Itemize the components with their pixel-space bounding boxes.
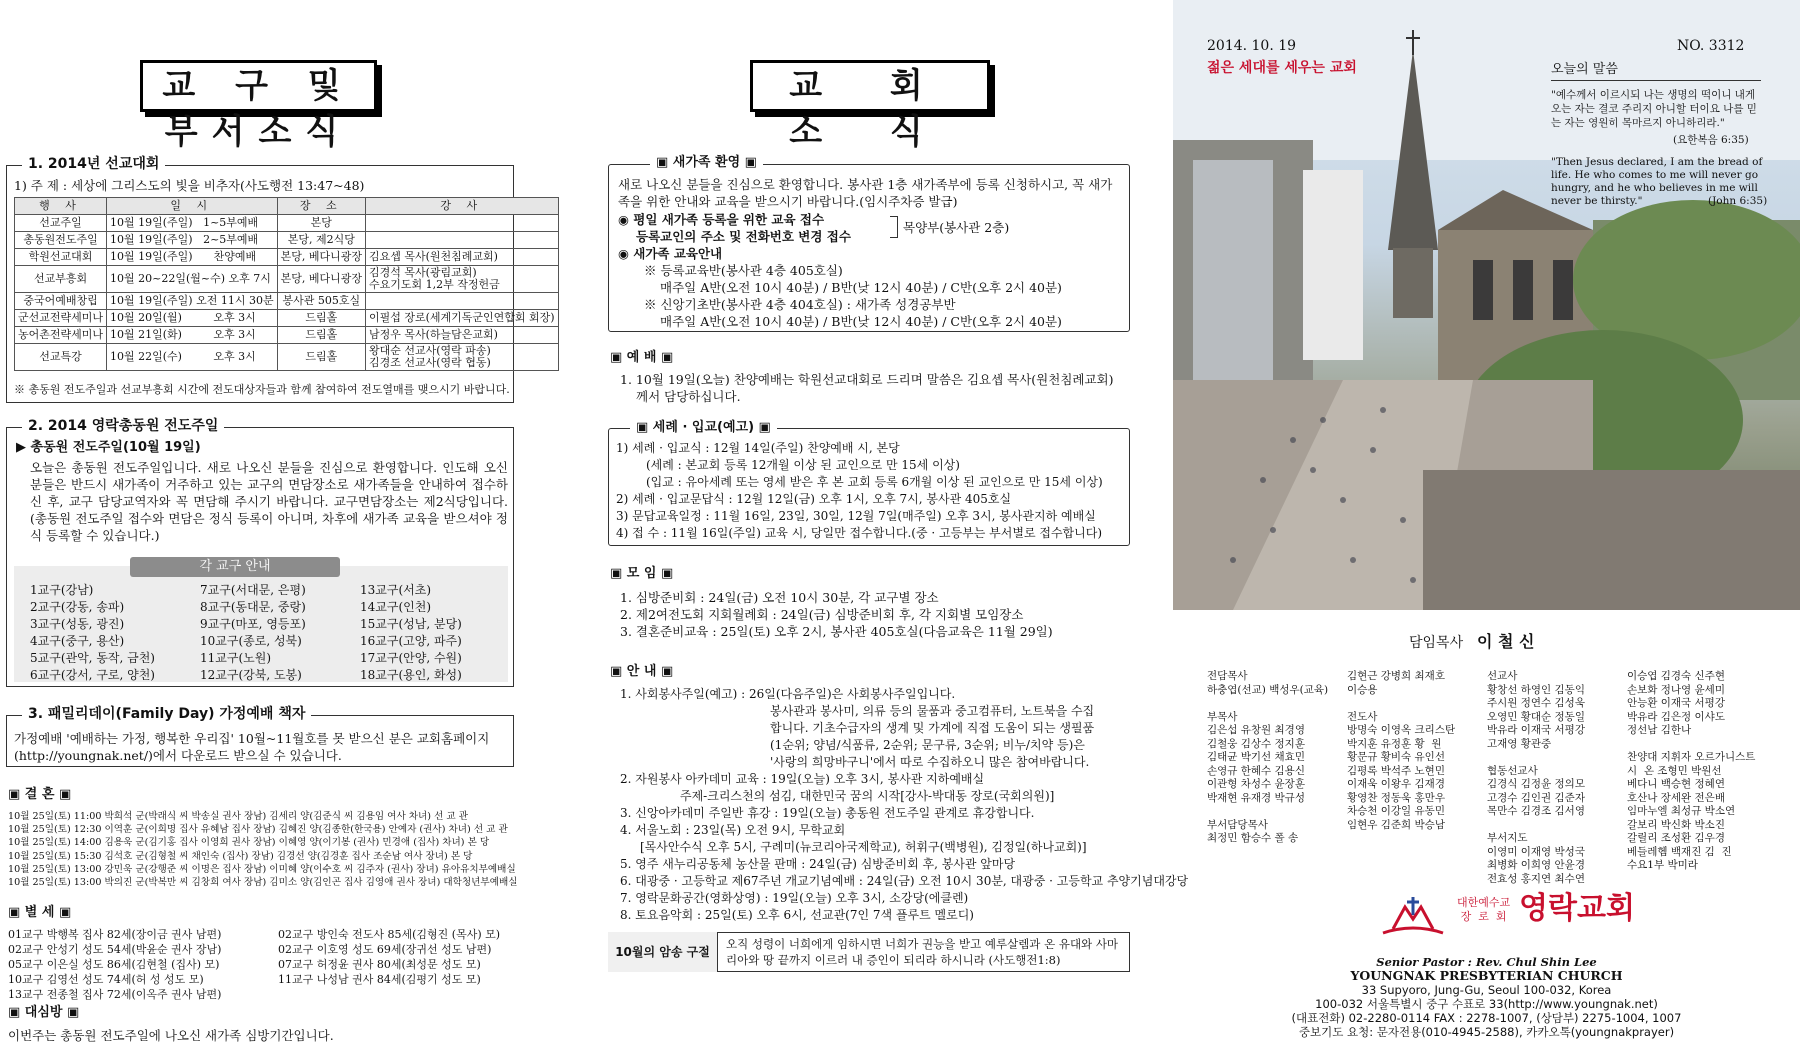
wedding-item: 10월 25일(토) 15:30 김석호 군(김형철 씨 채인숙 (집사) 장남) 김경선 양(김경훈 집사 조순남 여사 장녀) 본 당: [8, 850, 473, 862]
event-place: 본당, 베다니광장: [277, 249, 365, 266]
event-speaker: [365, 215, 558, 232]
event-row: [15, 344, 559, 371]
church-logo-icon: [1379, 893, 1447, 937]
district-item: 10교구(종로, 성북): [200, 634, 302, 648]
event-speaker: 김요셉 목사(원천침례교회): [365, 249, 558, 266]
wedding-list: [8, 810, 518, 889]
district-item: 6교구(강서, 구로, 양천): [30, 668, 155, 682]
col-place: 장 소: [277, 198, 365, 215]
info-line: 합니다. 기초수급자의 생계 및 가계에 직접 도움이 되는 생필품: [770, 721, 1095, 735]
district-item: 3교구(성동, 광진): [30, 617, 125, 631]
event-speaker: 왕대순 선교사(영락 파송) 김경조 선교사(영락 협동): [365, 344, 558, 371]
info-line: (세례 : 본교회 등록 12개월 이상 된 교인으로 만 15세 이상): [646, 458, 960, 472]
event-place: 본당, 베다니광장: [277, 266, 365, 293]
family-day-head: 3. 패밀리데이(Family Day) 가정예배 책자: [22, 706, 311, 724]
district-item: 15교구(성남, 분당): [360, 617, 462, 631]
evangelism-body: 오늘은 총동원 전도주일입니다. 새로 나오신 분들을 진심으로 환영합니다. 인도해 오신 분들은 반드시 새가족이 거주하고 있는 교구의 면담장소로 새가족들을 안내하여 접수하신 후, 교구 담당교역자와 꼭 면담해 주시기 바랍니다. 교구면담장소는 제2식당입니다. (총동원 전도주일 접수와 면담은 정식 등록이 아니며, 차후에 새가족 교육을 받으셔야 정식 등록할 수 있습니다.): [30, 460, 508, 543]
event-place: 드림홀: [277, 310, 365, 327]
district-item: 13교구(서초): [360, 583, 432, 597]
event-row: [15, 215, 559, 232]
worship-head: ▣ 예 배 ▣: [610, 350, 674, 365]
issue-number: NO. 3312: [1677, 38, 1745, 54]
info-line: (1순위; 양념/식품류, 2순위; 문구류, 3순위; 비누/치약 등)은: [770, 738, 1085, 752]
event-place: 봉사관 505호실: [277, 293, 365, 310]
event-speaker: [365, 293, 558, 310]
event-datetime: 10월 19일(주일) 찬양예배: [107, 249, 278, 266]
death-item: 02교구 이호영 성도 69세(장귀선 성도 남편): [278, 943, 492, 956]
info-line: 2. 제2여전도회 지회월례회 : 24일(금) 심방준비회 후, 각 지회별 모임장소: [620, 607, 1024, 622]
info-line: 3) 문답교육일정 : 11월 16일, 23일, 30일, 12월 7일(매주일) 오후 3시, 봉사관지하 예배실: [616, 509, 1096, 523]
district-item: 12교구(강북, 도봉): [200, 668, 302, 682]
bracket: [890, 216, 898, 238]
today-word-ko-ref: (요한복음 6:35): [1673, 134, 1749, 146]
wedding-head: ▣ 결 혼 ▣: [8, 787, 72, 802]
death-item: 07교구 허정윤 권사 80세(최성문 성도 모): [278, 958, 481, 971]
prayer-request: 중보기도 요청: 문자전용(010-4945-2588), 카카오톡(youngnakprayer): [1298, 1025, 1675, 1039]
staff-column: 이승엽 김경숙 신주현 손보화 정나영 윤세미 안능환 이재국 서평강 박유라 김은정 이샤도 정선남 김한나 찬양대 지휘자 오르가니스트 시 온 조형민 박원선 베다니 백승현 정혜연 호산나 장세완 전은배 임마누엘 최성규 박소연 갈보리 박신화 박소진 갈릴리 조성환 김우경 베들레헴 백재진 김 진 수요1부 박미라: [1627, 670, 1756, 871]
info-line: 2) 세례 · 입교문답식 : 12월 12일(금) 오후 1시, 오후 7시, 봉사관 405호실: [616, 492, 1012, 506]
evangelism-sub: ▶ 총동원 전도주일(10월 19일): [16, 440, 201, 455]
mission-event-table: [14, 197, 559, 371]
worship-l1: 1. 10월 19일(오늘) 찬양예배는 학원선교대회로 드리며 말씀은 김요셉 목사(원천침례교회): [620, 372, 1114, 387]
event-row: [15, 293, 559, 310]
visitation-head: ▣ 대심방 ▣: [8, 1005, 80, 1020]
today-word-head: 오늘의 말씀: [1551, 62, 1618, 77]
info-line: 주제-크리스천의 섬김, 대한민국 꿈의 시작[강사-박대동 장로(국회의원)]: [680, 789, 1055, 803]
death-item: 11교구 나성남 권사 84세(김평기 성도 모): [278, 973, 481, 986]
today-word-ko: "예수께서 이르시되 나는 생명의 떡이니 내게 오는 자는 결코 주리지 아니할 터이요 나를 믿는 자는 영원히 목마르지 아니하리라.": [1551, 89, 1757, 129]
newcomer-intro: 새로 나오신 분들을 진심으로 환영합니다. 봉사관 1층 새가족부에 등록 신청하시고, 꼭 새가족을 위한 안내와 교육을 받으시기 바랍니다.(임시주차증 발급): [618, 177, 1113, 209]
info-line: 1) 세례 · 입교식 : 12월 14일(주일) 찬양예배 시, 본당: [616, 441, 900, 455]
staff-column: 전담목사 하충엽(선교) 백성우(교육) 부목사 김은섭 유창원 최경영 김철웅 김상수 정지훈 김태균 박기선 채효민 손영규 한혜수 김용신 이관형 차성수 윤장훈 박재현 유재경 박규성 부서담당목사 최정민 함승수 폴 송: [1207, 670, 1329, 844]
event-row: [15, 310, 559, 327]
event-name: 중국어예배창립: [15, 293, 107, 310]
church-news-panel: [600, 0, 1189, 1054]
info-line: 8. 토요음악회 : 25일(토) 오후 6시, 선교관(7인 7색 플루트 멜로디): [620, 908, 974, 922]
newcomer-head: ▣ 새가족 환영 ▣: [650, 155, 763, 171]
event-row: [15, 327, 559, 344]
cover-panel: [1173, 0, 1800, 1054]
info-line: 6. 대광중 · 고등학교 제67주년 개교기념예배 : 24일(금) 오전 10시 30분, 대광중 · 고등학교 추양기념대강당: [620, 874, 1189, 888]
info-line: 3. 결혼준비교육 : 25일(토) 오후 2시, 봉사관 405호실(다음교육은 11월 29일): [620, 624, 1053, 639]
event-place: 드림홀: [277, 344, 365, 371]
family-day-body: 가정예배 '예배하는 가정, 행복한 우리집' 10월~11월호를 못 받으신 분은 교회홈페이지 (http://youngnak.net/)에서 다운로드 받으실 수 있습니다.: [14, 731, 490, 763]
district-news-title: 교 구 및 부서소식: [140, 60, 377, 112]
newcomer-e1t: 매주일 A반(오전 10시 40분) / B반(낮 12시 40분) / C반(오후 2시 40분): [660, 280, 1062, 295]
district-item: 18교구(용인, 화성): [360, 668, 462, 682]
church-news-title: 교 회 소 식: [750, 60, 990, 112]
visitation-body: 이번주는 총동원 전도주일에 나오신 새가족 심방기간입니다.: [8, 1028, 334, 1043]
address-ko: 100-032 서울특별시 중구 수표로 33(http://www.youngnak.net): [1315, 997, 1658, 1011]
church-denomination: 대한예수교 장 로 회: [1457, 896, 1511, 923]
district-guide-bar: 각 교구 안내: [130, 557, 340, 577]
slogan: 젊은 세대를 세우는 교회: [1207, 60, 1357, 76]
event-datetime: 10월 20~22일(월~수) 오후 7시: [107, 266, 278, 293]
district-item: 16교구(고양, 파주): [360, 634, 462, 648]
district-item: 11교구(노원): [200, 651, 272, 665]
event-speaker: [365, 232, 558, 249]
info-line: '사랑의 희망바구니'에서 따로 수집하오니 많은 참여바랍니다.: [770, 755, 1090, 769]
notice-head: ▣ 안 내 ▣: [610, 664, 674, 679]
notice-lines: [620, 686, 1188, 924]
event-datetime: 10월 19일(주일) 2~5부예배: [107, 232, 278, 249]
issue-date: 2014. 10. 19: [1207, 38, 1297, 54]
today-word-rule: [1551, 80, 1761, 81]
church-name-ko: 영락교회: [1519, 891, 1635, 926]
col-speaker: 강 사: [365, 198, 558, 215]
event-row: [15, 232, 559, 249]
district-item: 1교구(강남): [30, 583, 94, 597]
newcomer-side: 목양부(봉사관 2층): [903, 220, 1010, 235]
info-line: 7. 영락문화공간(영화상영) : 19일(오늘) 오후 3시, 소강당(에클렌): [620, 891, 969, 905]
address-en: 33 Supyoro, Jung-Gu, Seoul 100-032, Korea: [1361, 983, 1612, 997]
info-line: (입교 : 유아세례 또는 영세 받은 후 본 교회 등록 6개월 이상 된 교인으로 만 15세 이상): [646, 475, 1103, 489]
info-line: 1. 사회봉사주일(예고) : 26일(다음주일)은 사회봉사주일입니다.: [620, 687, 956, 701]
newcomer-e2t: 매주일 A반(오전 10시 40분) / B반(낮 12시 40분) / C반(오후 2시 40분): [660, 314, 1062, 329]
wedding-item: 10월 25일(토) 11:00 박희석 군(박래식 씨 박송실 권사 장남) 김세리 양(김준식 씨 김용임 여사 차녀) 선 교 관: [8, 811, 468, 822]
memory-verse-label: 10월의 암송 구절: [608, 932, 718, 972]
wedding-item: 10월 25일(토) 13:00 강민욱 군(강행준 씨 이명은 집사 장남) 이미혜 양(이수호 씨 김주자 (권사) 장녀) 유아유치부예배실: [8, 863, 516, 875]
district-item: 9교구(마포, 영등포): [200, 617, 306, 631]
event-name: 선교주일: [15, 215, 107, 232]
district-news-panel: [0, 0, 555, 1054]
info-line: 3. 신앙아카데미 주일반 휴강 : 19일(오늘) 총동원 전도주일 관계로 휴강합니다.: [620, 806, 1035, 820]
baptism-lines: [616, 440, 1103, 542]
church-name-en: YOUNGNAK PRESBYTERIAN CHURCH: [1350, 968, 1623, 983]
event-speaker: 이필섭 장로(세계기독군인연합회 회장): [365, 310, 558, 327]
event-row: [15, 266, 559, 293]
info-line: 4. 서울노회 : 23일(목) 오전 9시, 무학교회: [620, 823, 846, 837]
footer-info: [1173, 955, 1800, 1039]
death-item: 10교구 김영선 성도 74세(허 성 성도 모): [8, 973, 204, 986]
wedding-item: 10월 25일(토) 12:30 이역훈 군(이희명 집사 유혜남 집사 장남) 김혜진 양(김종한(한국용) 안예자 (권사) 차녀) 선 교 관: [8, 824, 508, 836]
info-line: 4) 접 수 : 11월 16일(주일) 교육 시, 당일만 접수합니다.(중 · 고등부는 부서별로 접수합니다): [616, 526, 1103, 540]
col-event: 행 사: [15, 198, 107, 215]
district-item: 2교구(강동, 송파): [30, 600, 125, 614]
district-guide-grid: [30, 583, 510, 683]
event-place: 드림홀: [277, 327, 365, 344]
senior-pastor: Senior Pastor : Rev. Chul Shin Lee: [1376, 955, 1597, 969]
event-place: 본당, 제2식당: [277, 232, 365, 249]
today-word-en-ref: (John 6:35): [1708, 195, 1768, 207]
wedding-item: 10월 25일(토) 13:00 박의진 군(박복만 씨 김창희 여사 장남) 김미소 양(김인곤 집사 김영애 권사 장녀) 대학청년부예배실: [8, 877, 518, 889]
district-item: 7교구(서대문, 은평): [200, 583, 306, 597]
info-line: 2. 자원봉사 아카데미 교육 : 19일(오늘) 오후 3시, 봉사관 지하예배실: [620, 772, 985, 786]
death-item: 05교구 이은실 성도 86세(김현철 (집사) 모): [8, 958, 220, 971]
event-row: [15, 249, 559, 266]
mission-theme: 1) 주 제 : 세상에 그리스도의 빛을 비추자(사도행전 13:47~48): [14, 178, 365, 193]
event-speaker: 남정우 목사(하늘담은교회): [365, 327, 558, 344]
event-name: 총동원전도주일: [15, 232, 107, 249]
event-name: 학원선교대회: [15, 249, 107, 266]
death-head: ▣ 별 세 ▣: [8, 905, 72, 920]
phone-numbers: (대표전화) 02-2280-0114 FAX : 2278-1007, (상담부) 2275-1004, 1007: [1291, 1011, 1682, 1025]
event-place: 본당: [277, 215, 365, 232]
info-line: 1. 심방준비회 : 24일(금) 오전 10시 30분, 각 교구별 장소: [620, 590, 939, 605]
info-line: 봉사관과 봉사미, 의류 등의 물품과 중고컴퓨터, 노트북을 수집: [770, 704, 1095, 718]
event-name: 선교특강: [15, 344, 107, 371]
staff-column: 선교사 황창선 하영인 김동익 주시원 정연수 김성욱 오영민 황대순 정동일 박유라 이재국 서평강 고재영 황관중 협동선교사 김경식 김정윤 정의모 고경수 김인권 김준자 목만수 김경조 김서영 부서지도 이영미 이재영 박성국 최병화 이희영 안윤경 전효성 홍지연 최수연: [1487, 670, 1585, 885]
memory-verse-text: 오직 성령이 너희에게 임하시면 너희가 권능을 받고 예루살렘과 온 유대와 사마리아와 땅 끝까지 이르러 내 증인이 되리라 하시니라 (사도행전1:8): [726, 937, 1119, 967]
newcomer-e2: ※ 신앙기초반(봉사관 4층 404호실) : 새가족 성경공부반: [644, 297, 956, 312]
baptism-head: ▣ 세례 · 입교(예고) ▣: [630, 420, 777, 436]
col-datetime: 일 시: [107, 198, 278, 215]
district-item: 17교구(안양, 수원): [360, 651, 462, 665]
info-line: [목사안수식 오후 5시, 구례미(뉴코리아국제학교), 허휘구(백병원), 김정일(하나교회)]: [640, 840, 1087, 854]
info-line: 5. 영주 새누리공동체 농산물 판매 : 24일(금) 심방준비회 후, 봉사관 앞마당: [620, 857, 1016, 871]
event-datetime: 10월 19일(주일) 오전 11시 30분: [107, 293, 278, 310]
district-item: 8교구(동대문, 중랑): [200, 600, 306, 614]
district-item: 4교구(중구, 용산): [30, 634, 125, 648]
wedding-item: 10월 25일(토) 14:00 김용욱 군(김기홍 집사 이영희 권사 장남) 이혜영 양(이기봉 (권사) 민경애 (집사) 차녀) 본 당: [8, 837, 490, 849]
newcomer-b1: ◉ 평일 새가족 등록을 위한 교육 접수: [618, 212, 825, 227]
death-item: 01교구 박행복 집사 82세(장이금 권사 남편): [8, 928, 222, 941]
mission-note: ※ 총동원 전도주일과 선교부흥회 시간에 전도대상자들과 함께 참여하여 전도열매를 맺으시기 바랍니다.: [14, 383, 510, 396]
today-word-en: "Then Jesus declared, I am the bread of life. He who comes to me will never go hungry, and he who believes in me will never be thirsty.": [1551, 156, 1763, 207]
event-speaker: 김경석 목사(광림교회) 수요기도회 1,2부 작정헌금: [365, 266, 558, 293]
newcomer-e1: ※ 등록교육반(봉사관 4층 405호실): [644, 263, 843, 278]
event-name: 군선교전략세미나: [15, 310, 107, 327]
meeting-head: ▣ 모 임 ▣: [610, 566, 674, 581]
worship-l2: 께서 담당하십니다.: [636, 389, 741, 404]
pastor-label: 담임목사: [1409, 635, 1464, 651]
newcomer-b2: 등록교인의 주소 및 전화번호 변경 접수: [636, 229, 851, 244]
evangelism-head: 2. 2014 영락총동원 전도주일: [22, 418, 224, 436]
pastor-name: 이 철 신: [1477, 632, 1535, 651]
event-datetime: 10월 21일(화) 오후 3시: [107, 327, 278, 344]
death-item: 02교구 방인숙 전도사 85세(김형진 (목사) 모): [278, 928, 501, 941]
newcomer-b3: ◉ 새가족 교육안내: [618, 246, 723, 261]
district-item: 5교구(관악, 동작, 금천): [30, 651, 155, 665]
district-item: 14교구(인천): [360, 600, 432, 614]
death-item: 02교구 안성기 성도 54세(박윤순 권사 장남): [8, 943, 222, 956]
event-datetime: 10월 19일(주일) 1~5부예배: [107, 215, 278, 232]
meeting-lines: [620, 589, 1053, 640]
staff-directory: [1207, 670, 1797, 886]
event-name: 농어촌전략세미나: [15, 327, 107, 344]
event-name: 선교부흥회: [15, 266, 107, 293]
death-list: [8, 927, 518, 1002]
event-datetime: 10월 20일(월) 오후 3시: [107, 310, 278, 327]
event-datetime: 10월 22일(수) 오후 3시: [107, 344, 278, 371]
death-item: 13교구 전종철 집사 72세(이옥주 권사 남편): [8, 988, 222, 1001]
staff-column: 김현근 강병희 최재호 이승용 전도사 방명숙 이영옥 크리스탄 박지훈 유정훈 황 원 황문규 황비숙 유인선 김평록 박석주 노현민 이재욱 이왕우 김재경 황영찬 정동욱 홍만우 차승천 이강일 유동민 임현우 김준희 박승남: [1347, 670, 1456, 831]
mission-conference-head: 1. 2014년 선교대회: [22, 156, 165, 174]
